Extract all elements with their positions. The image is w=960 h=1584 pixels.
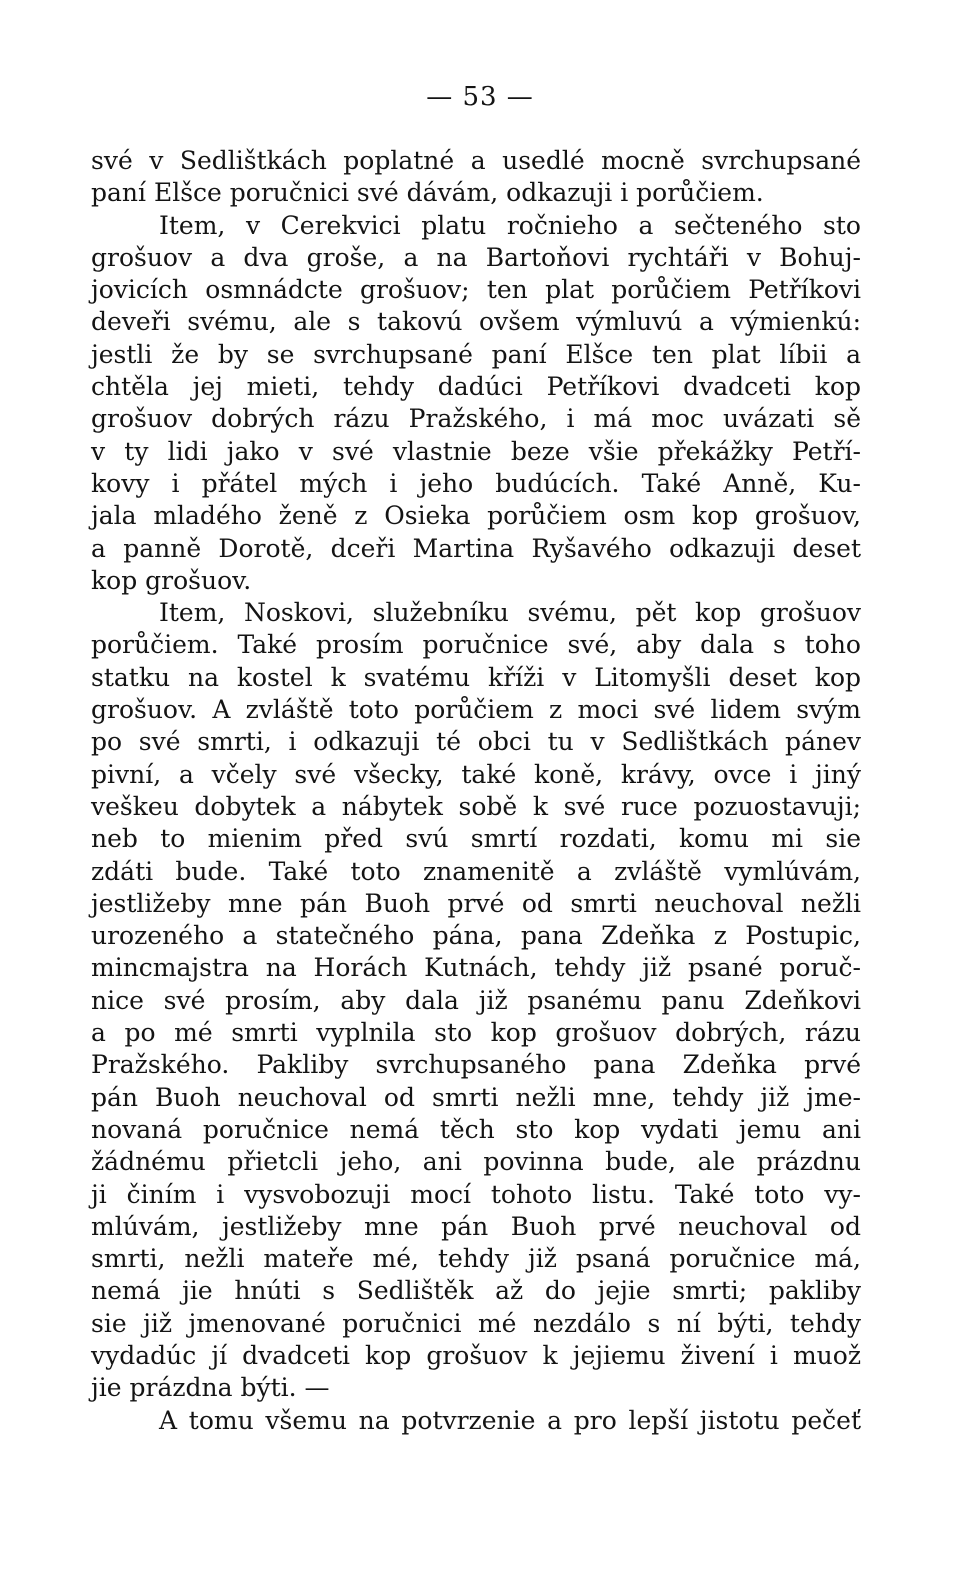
text-line: v ty lidi jako v své vlastnie beze všie překážky Petří- (91, 436, 861, 466)
text-line: žádnému přietcli jeho, ani povinna bude, ale prázdnu (91, 1147, 861, 1177)
text-line: mlúvám, jestližeby mne pán Buoh prvé neuchoval od (91, 1211, 861, 1241)
text-line: své v Sedlištkách poplatné a usedlé mocně svrchupsané (91, 146, 861, 175)
text-line: neb to mienim před svú smrtí rozdati, komu mi sie (91, 824, 861, 854)
text-line: a panně Dorotě, dceři Martina Ryšavého odkazuji deset (91, 533, 861, 563)
body-text (91, 145, 861, 1437)
text-line: smrti, nežli mateře mé, tehdy již psaná poručnice má, (91, 1244, 861, 1274)
text-line: po své smrti, i odkazuji té obci tu v Sedlištkách pánev (91, 727, 861, 757)
text-line: grošuov a dva groše, a na Bartoňovi rychtáři v Bohuj- (91, 242, 861, 272)
text-line: statku na kostel k svatému kříži v Litomyšli deset kop (91, 662, 861, 692)
text-line: jestli že by se svrchupsané paní Elšce ten plat líbii a (91, 339, 861, 369)
text-line: grošuov. A zvláště toto porůčiem z moci své lidem svým (91, 695, 861, 725)
text-line: vydadúc jí dvadceti kop grošuov k jejiemu živení i muož (91, 1340, 861, 1370)
text-line: grošuov dobrých rázu Pražského, i má moc uvázati sě (91, 404, 861, 434)
page-number: — 53 — (426, 82, 534, 112)
text-line: chtěla jej mieti, tehdy dadúci Petříkovi dvadceti kop (91, 372, 861, 402)
text-line: pivní, a včely své všecky, také koně, krávy, ovce i jiný (91, 759, 861, 789)
text-line: Pražského. Pakliby svrchupsaného pana Zdeňka prvé (91, 1050, 861, 1080)
text-line: Item, Noskovi, služebníku svému, pět kop grošuov (159, 598, 861, 628)
text-line: a po mé smrti vyplnila sto kop grošuov dobrých, rázu (91, 1018, 861, 1048)
text-line: jala mladého ženě z Osieka porůčiem osm kop grošuov, (91, 501, 861, 531)
text-line: nemá jie hnúti s Sedlištěk až do jejie smrti; pakliby (91, 1276, 861, 1306)
text-line: kovy i přátel mých i jeho budúcích. Také Anně, Ku- (91, 468, 861, 498)
text-line: jie prázdna býti. — (91, 1373, 330, 1403)
text-line: jestližeby mne pán Buoh prvé od smrti neuchoval nežli (91, 888, 861, 918)
text-line: mincmajstra na Horách Kutnách, tehdy již psané poruč- (91, 953, 861, 983)
text-line: ji činím i vysvobozuji mocí tohoto listu. Také toto vy- (91, 1179, 861, 1209)
text-line: kop grošuov. (91, 565, 252, 595)
text-line: paní Elšce poručnici své dávám, odkazuji i porůčiem. (91, 178, 764, 208)
text-line: zdáti bude. Také toto znamenitě a zvláště vymlúvám, (91, 856, 861, 886)
text-line: novaná poručnice nemá těch sto kop vydati jemu ani (91, 1114, 861, 1144)
text-line: jovicích osmnádcte grošuov; ten plat porůčiem Petříkovi (91, 275, 861, 305)
text-line: urozeného a statečného pána, pana Zdeňka z Postupic, (91, 921, 861, 951)
text-line: pán Buoh neuchoval od smrti nežli mne, tehdy již jme- (91, 1082, 861, 1112)
text-line: nice své prosím, aby dala již psanému panu Zdeňkovi (91, 985, 861, 1015)
text-line: Item, v Cerekvici platu ročnieho a sečteného sto (159, 210, 861, 240)
text-line: veškeu dobytek a nábytek sobě k své ruce pozuostavuji; (91, 791, 861, 821)
text-line: sie již jmenované poručnici mé nezdálo s ní býti, tehdy (91, 1308, 861, 1338)
text-line: deveři svému, ale s takovú ovšem výmluvú a výmienkú: (91, 307, 861, 337)
text-line: A tomu všemu na potvrzenie a pro lepší jistotu pečeť (159, 1405, 861, 1435)
text-line: porůčiem. Také prosím poručnice své, aby dala s toho (91, 630, 861, 660)
